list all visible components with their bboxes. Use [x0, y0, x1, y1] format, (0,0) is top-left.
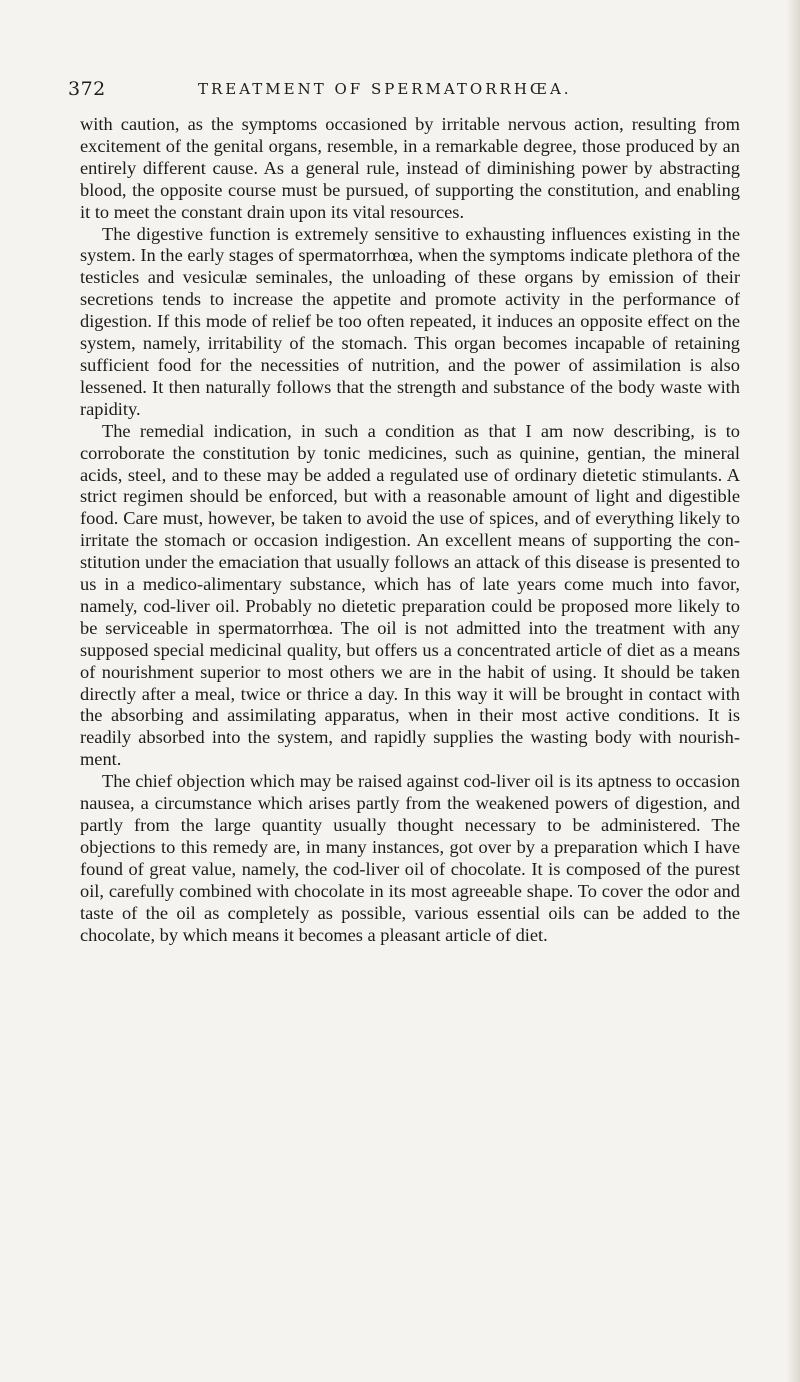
paragraph-continuation: with caution, as the symptoms occasioned by irritable nervous action, resulting from excitement of the genital organs, resemble, in a remarkable degree, those produced by an entirely different cause. As a general rule, instead of diminishing power by abstracting blood, the opposite course must be pursued, of supporting the constitution, and enabling it to meet the constant drain upon its vital resources.: [80, 114, 740, 222]
running-head: [0, 78, 800, 108]
body-text: [80, 114, 740, 946]
running-title: TREATMENT OF SPERMATORRHŒA.: [198, 80, 572, 98]
paragraph-chief-objection: The chief objection which may be raised against cod-liver oil is its aptness to occasion nausea, a circumstance which arises partly from the weakened powers of digestion, and partly from the large quantity usually thought necessary to be administered. The objections to this remedy are, in many instances, got over by a preparation which I have found of great value, namely, the cod-liver oil of chocolate. It is composed of the purest oil, carefully combined with chocolate in its most agreeable shape. To cover the odor and taste of the oil as completely as possible, various essential oils can be added to the chocolate, by which means it becomes a pleasant article of diet.: [80, 771, 740, 945]
paragraph-remedial-indication: The remedial indication, in such a condition as that I am now describing, is to corroborate the constitution by tonic medicines, such as quinine, gentian, the mineral acids, steel, and to these may be added a regulated use of ordinary dietetic stimulants. A strict regimen should be enforced, but with a reasonable amount of light and digestible food. Care must, however, be taken to avoid the use of spices, and of everything likely to irritate the stomach or occasion indigestion. An excellent means of supporting the constitution under the emaciation that usually follows an attack of this disease is presented to us in a medico-alimentary substance, which has of late years come much into favor, namely, cod-liver oil. Probably no dietetic preparation could be proposed more likely to be serviceable in spermatorrhœa. The oil is not admitted into the treatment with any supposed special medicinal quality, but offers us a concentrated article of diet as a means of nourishment superior to most others we are in the habit of using. It should be taken directly after a meal, twice or thrice a day. In this way it will be brought in contact with the absorbing and assimilating apparatus, when in their most active conditions. It is readily absorbed into the system, and rapidly supplies the wasting body with nourishment.: [80, 420, 740, 770]
page-number: 372: [68, 78, 106, 100]
page-edge-shadow: [786, 0, 800, 1382]
paragraph-digestive-function: The digestive function is extremely sensitive to exhausting influences existing in the system. In the early stages of spermatorrhœa, when the symptoms indicate plethora of the testicles and vesiculæ seminales, the unloading of these organs by emission of their secretions tends to increase the appetite and promote activity in the performance of digestion. If this mode of relief be too often repeated, it induces an opposite effect on the system, namely, irritability of the stomach. This organ becomes incapable of retaining sufficient food for the necessities of nutrition, and the power of assimilation is also lessened. It then naturally follows that the strength and substance of the body waste with rapidity.: [80, 223, 740, 419]
